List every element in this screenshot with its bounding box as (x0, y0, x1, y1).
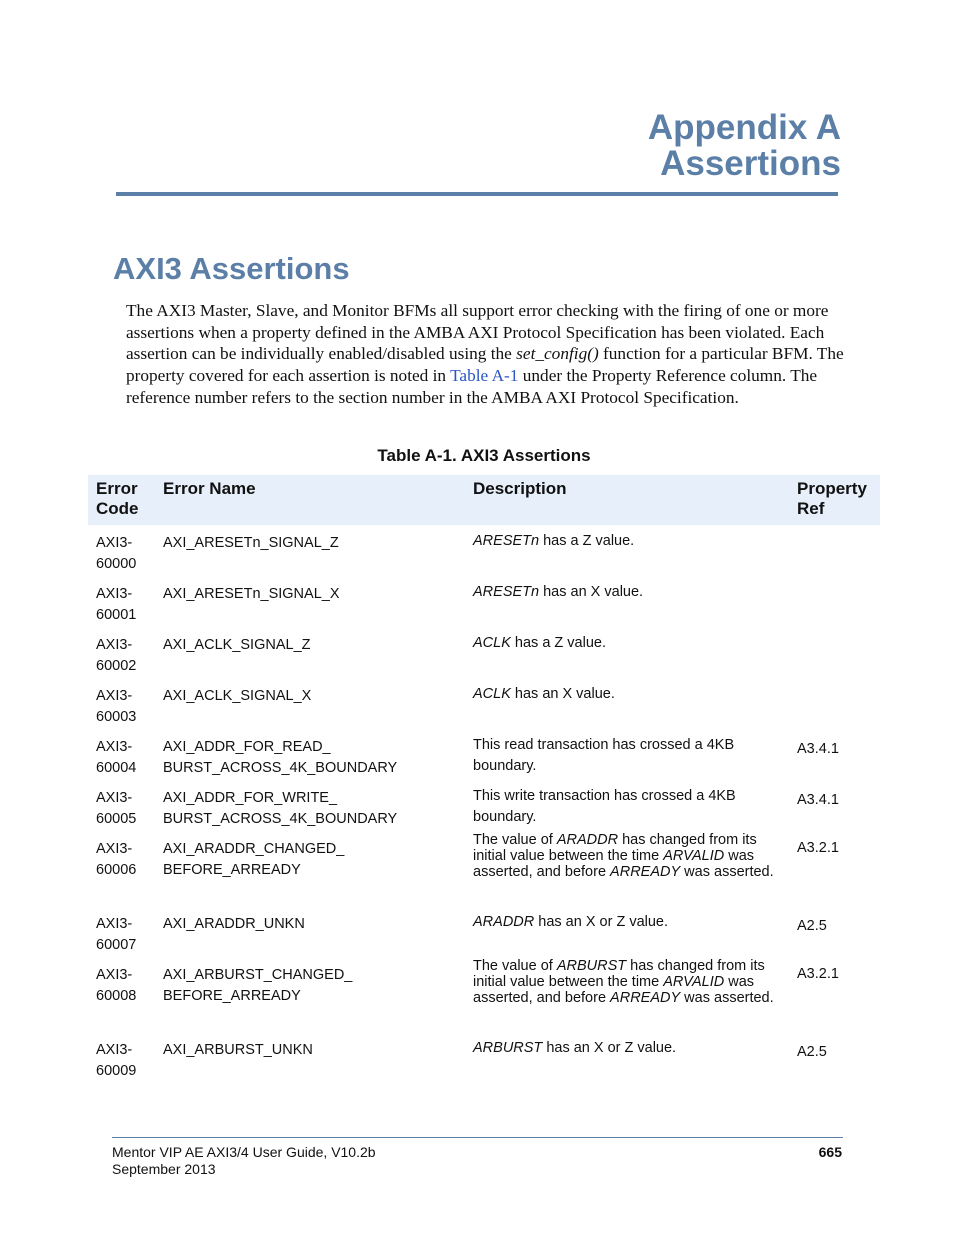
property-ref-cell: A2.5 (797, 1044, 827, 1060)
header-error-name: Error Name (163, 479, 256, 498)
header-error-code-line1: Error (96, 479, 138, 498)
error-name-cell (163, 686, 463, 707)
signal-name: ACLK (473, 686, 511, 702)
description-text: The value of (473, 958, 557, 974)
description-text: This write transaction has crossed a 4KB boundary. (473, 788, 736, 825)
intro-function-name: set_config() (516, 344, 599, 364)
description-cell (473, 684, 791, 705)
intro-paragraph (126, 300, 846, 409)
error-name-text: AXI_ARBURST_CHANGED_ (163, 967, 353, 983)
error-name-text: AXI_ADDR_FOR_READ_ (163, 739, 331, 755)
description-text: was asserted, and before (473, 973, 755, 1006)
error-name-cell (163, 584, 463, 605)
signal-name: ARVALID (663, 973, 725, 990)
error-code-text: 60000 (96, 555, 137, 572)
description-cell (473, 633, 791, 654)
error-code-text: AXI3- (96, 790, 133, 806)
description-text: was asserted. (680, 989, 774, 1006)
description-text: was asserted, and before (473, 847, 755, 880)
table-row (88, 525, 880, 576)
intro-text-3: under the Property Reference column. The reference number refers to the section number in the AMBA AXI Protocol Specification. (126, 366, 818, 407)
error-name-text: AXI_ACLK_SIGNAL_X (163, 688, 312, 704)
signal-name: ARREADY (610, 989, 681, 1006)
error-name-cell (163, 839, 463, 880)
signal-name: ACLK (473, 635, 511, 651)
error-code-cell (96, 737, 158, 778)
table-row (88, 906, 880, 957)
intro-text-2: function for a particular BFM. The property covered for each assertion is noted in (126, 344, 844, 386)
error-code-text: 60005 (96, 810, 137, 827)
description-text: The value of (473, 832, 557, 848)
description-text: This read transaction has crossed a 4KB boundary. (473, 737, 735, 774)
table-row (88, 831, 880, 906)
error-name-cell (163, 1040, 463, 1061)
error-name-text: BEFORE_ARREADY (163, 861, 301, 878)
error-code-text: 60009 (96, 1062, 137, 1079)
description-text: has an X value. (539, 584, 644, 600)
property-ref-cell: A2.5 (797, 918, 827, 934)
error-name-text: BURST_ACROSS_4K_BOUNDARY (163, 810, 398, 827)
error-code-text: 60003 (96, 708, 137, 725)
error-code-cell (96, 914, 158, 955)
property-ref-cell: A3.2.1 (797, 840, 839, 856)
error-code-cell (96, 965, 158, 1006)
error-code-cell (96, 788, 158, 829)
description-cell (473, 1038, 791, 1059)
signal-name: ARREADY (610, 863, 681, 880)
table-caption: Table A-1. AXI3 Assertions (377, 446, 591, 465)
description-cell (473, 912, 791, 933)
error-name-cell (163, 635, 463, 656)
signal-name: ARVALID (663, 847, 725, 864)
property-ref-cell: A3.4.1 (797, 792, 839, 808)
signal-name: ARBURST (473, 1040, 543, 1056)
table-row (88, 627, 880, 678)
chapter-heading-line1: Appendix A (647, 108, 841, 147)
description-text: has changed from its initial value between the time (473, 832, 757, 864)
error-name-text: AXI_ARADDR_CHANGED_ (163, 841, 345, 857)
signal-name: ARADDR (556, 832, 619, 848)
error-code-text: AXI3- (96, 916, 133, 932)
footer-date: September 2013 (112, 1160, 216, 1177)
signal-name: ARESETn (473, 584, 540, 600)
header-error-code (96, 479, 158, 519)
description-text: has an X value. (510, 686, 615, 702)
section-title: AXI3 Assertions (113, 251, 350, 286)
error-code-text: 60008 (96, 987, 137, 1004)
property-ref-cell: A3.2.1 (797, 966, 839, 982)
error-name-cell (163, 533, 463, 554)
header-description: Description (473, 479, 567, 498)
table-row (88, 678, 880, 729)
error-code-text: AXI3- (96, 1042, 133, 1058)
error-name-cell (163, 737, 463, 778)
description-text: was asserted. (680, 863, 774, 880)
intro-text-1: The AXI3 Master, Slave, and Monitor BFMs all support error checking with the firing of one or more assertions when a property defined in the AMBA AXI Protocol Specification has been violated. Each assertion can be individually enabled/disabled using the (126, 301, 829, 364)
description-cell (473, 959, 791, 1006)
error-name-text: AXI_ARESETn_SIGNAL_Z (163, 535, 339, 551)
assertions-table (88, 475, 880, 1083)
table-row (88, 957, 880, 1032)
signal-name: ARADDR (473, 914, 535, 930)
error-name-text: AXI_ARADDR_UNKN (163, 916, 305, 932)
error-code-cell (96, 635, 158, 676)
error-code-text: AXI3- (96, 688, 133, 704)
property-ref-cell: A3.4.1 (797, 741, 839, 757)
error-code-cell (96, 584, 158, 625)
table-row (88, 576, 880, 627)
table-row (88, 729, 880, 780)
error-code-text: 60001 (96, 606, 137, 623)
error-name-cell (163, 914, 463, 935)
error-name-cell (163, 965, 463, 1006)
error-code-text: AXI3- (96, 967, 133, 983)
chapter-divider (116, 192, 838, 196)
error-name-text: BURST_ACROSS_4K_BOUNDARY (163, 759, 398, 776)
error-code-text: 60007 (96, 936, 137, 953)
signal-name: ARESETn (473, 533, 540, 549)
header-property-ref-line2: Ref (797, 499, 825, 518)
error-code-text: AXI3- (96, 637, 133, 653)
error-code-text: AXI3- (96, 739, 133, 755)
signal-name: ARBURST (556, 958, 627, 974)
error-name-text: AXI_ARBURST_UNKN (163, 1042, 313, 1058)
error-name-text: AXI_ADDR_FOR_WRITE_ (163, 790, 338, 806)
footer-info (112, 1144, 376, 1177)
error-code-cell (96, 839, 158, 880)
header-property-ref-line1: Property (797, 479, 867, 498)
description-text: has a Z value. (539, 533, 635, 549)
header-error-code-line2: Code (96, 499, 139, 518)
description-cell (473, 833, 791, 880)
error-code-text: 60006 (96, 861, 137, 878)
error-code-cell (96, 686, 158, 727)
error-name-cell (163, 788, 463, 829)
chapter-heading-line2: Assertions (660, 144, 841, 183)
description-cell (473, 735, 791, 776)
description-cell (473, 786, 791, 827)
footer-doc-title: Mentor VIP AE AXI3/4 User Guide, V10.2b (112, 1144, 376, 1160)
table-reference-link[interactable]: Table A-1 (450, 366, 519, 386)
description-cell (473, 582, 791, 603)
table-body (88, 525, 880, 1083)
description-cell (473, 531, 791, 552)
error-code-text: AXI3- (96, 535, 133, 551)
table-header-row (88, 475, 880, 525)
chapter-heading (648, 110, 841, 182)
error-code-text: AXI3- (96, 841, 133, 857)
description-text: has an X or Z value. (542, 1040, 677, 1056)
error-code-text: 60002 (96, 657, 137, 674)
error-code-text: 60004 (96, 759, 137, 776)
page-number: 665 (818, 1144, 842, 1160)
error-name-text: AXI_ACLK_SIGNAL_Z (163, 637, 311, 653)
header-property-ref (797, 479, 881, 519)
table-row (88, 1032, 880, 1083)
error-name-text: BEFORE_ARREADY (163, 987, 301, 1004)
description-text: has changed from its initial value between the time (473, 958, 765, 990)
description-text: has an X or Z value. (534, 914, 669, 930)
description-text: has a Z value. (510, 635, 606, 651)
error-name-text: AXI_ARESETn_SIGNAL_X (163, 586, 340, 602)
table-row (88, 780, 880, 831)
error-code-cell (96, 1040, 158, 1081)
footer-divider (112, 1137, 843, 1138)
error-code-cell (96, 533, 158, 574)
error-code-text: AXI3- (96, 586, 133, 602)
